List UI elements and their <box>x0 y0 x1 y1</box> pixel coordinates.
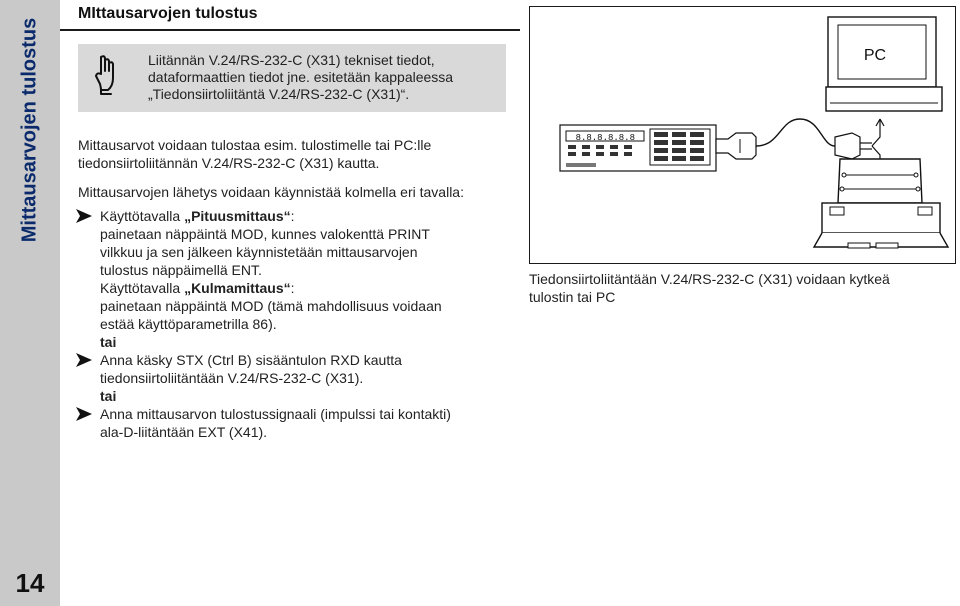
intro-line: tiedonsiirtoliitännän V.24/RS-232-C (X31) kautta. <box>78 155 380 171</box>
chapter-sidebar <box>0 0 60 606</box>
caption-line: tulostin tai PC <box>529 289 616 305</box>
serial-cable <box>756 119 835 146</box>
note-line: „Tiedonsiirtoliitäntä V.24/RS-232-C (X31)“. <box>148 86 410 102</box>
mode-suffix: : <box>290 280 295 296</box>
note-line: Liitännän V.24/RS-232-C (X31) tekniset tiedot, <box>148 52 435 68</box>
printer <box>814 159 948 248</box>
method-line: tulostus näppäimellä ENT. <box>100 262 262 278</box>
position-display-unit <box>560 125 716 171</box>
connection-diagram <box>529 6 956 264</box>
method-item-3 <box>76 405 451 441</box>
mode-prefix: Käyttötavalla <box>100 208 185 224</box>
method-item-1 <box>76 207 451 333</box>
arrow-bullet-icon <box>76 407 92 421</box>
display-readout: 8.8.8.8.8.8 <box>575 133 635 143</box>
mode-suffix: : <box>290 208 295 224</box>
caption-line: Tiedonsiirtoliitäntään V.24/RS-232-C (X31) voidaan kytkeä <box>529 271 890 287</box>
page-number: 14 <box>15 568 45 598</box>
method-line: vilkkuu ja sen jälkeen käynnistetään mittausarvojen <box>100 244 418 260</box>
mode-prefix: Käyttötavalla <box>100 280 185 296</box>
diagram-graphic <box>530 7 954 262</box>
method-item-2 <box>76 351 451 387</box>
intro-line: Mittausarvot voidaan tulostaa esim. tulostimelle tai PC:lle <box>78 137 432 153</box>
method-line: painetaan näppäintä MOD, kunnes valokenttä PRINT <box>100 226 430 242</box>
or-separator: tai <box>100 334 117 350</box>
mode-angle: „Kulmamittaus“ <box>184 280 291 296</box>
method-line: painetaan näppäintä MOD (tämä mahdollisuus voidaan <box>100 298 442 314</box>
arrow-bullet-icon <box>76 209 92 223</box>
arrow-bullet-icon <box>76 353 92 367</box>
cable-connector-left <box>716 133 756 159</box>
method-line: tiedonsiirtoliitäntään V.24/RS-232-C (X31). <box>100 370 364 386</box>
methods-intro: Mittausarvojen lähetys voidaan käynnistää kolmella eri tavalla: <box>78 184 464 200</box>
mode-length: „Pituusmittaus“ <box>184 208 291 224</box>
heading-rule <box>60 29 520 31</box>
pc-computer <box>826 17 942 111</box>
pc-label: PC <box>863 47 887 64</box>
method-line: Anna mittausarvon tulostussignaali (impulssi tai kontakti) <box>100 406 451 422</box>
method-line: ala-D-liitäntään EXT (X41). <box>100 424 268 440</box>
or-separator: tai <box>100 388 117 404</box>
methods-list <box>76 207 451 441</box>
note-text <box>148 52 453 103</box>
pointing-hand-icon <box>92 54 122 96</box>
method-line: Anna käsky STX (Ctrl B) sisääntulon RXD kautta <box>100 352 402 368</box>
note-line: dataformaattien tiedot jne. esitetään kappaleessa <box>148 69 454 85</box>
section-title: MIttausarvojen tulostus <box>78 5 258 22</box>
intro-paragraph <box>78 136 431 172</box>
method-line: estää käyttöparametrilla 86). <box>100 316 277 332</box>
note-box <box>78 44 506 112</box>
diagram-caption <box>529 270 890 306</box>
chapter-title: Mittausarvojen tulostus <box>18 17 41 243</box>
